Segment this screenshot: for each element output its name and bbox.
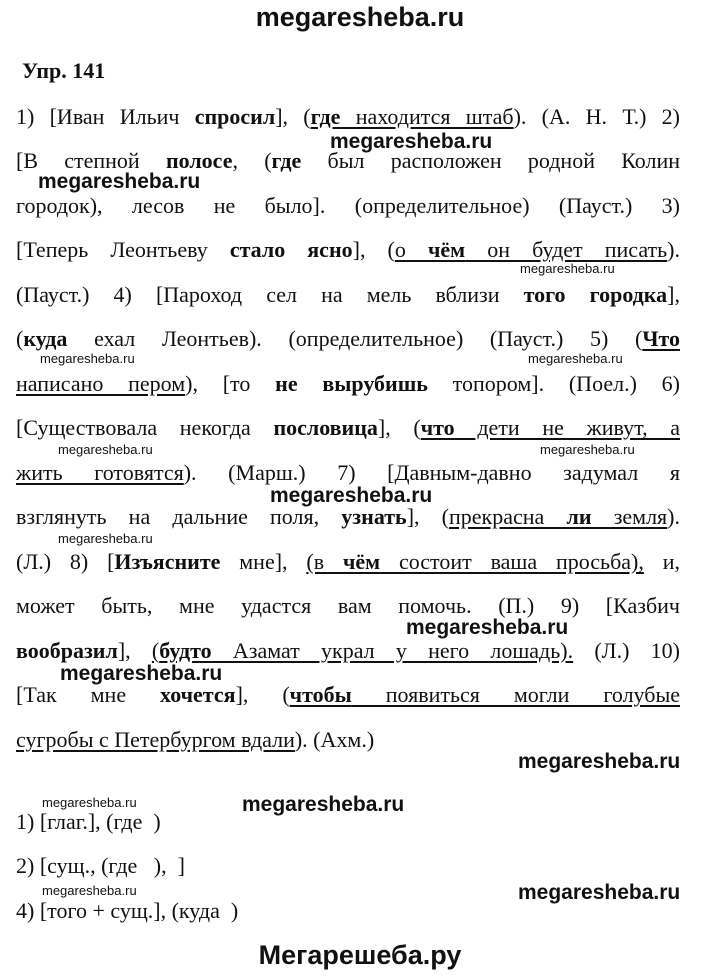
- text-segment: (Л.) 8) [: [16, 549, 115, 574]
- text-segment: 1) [Иван Ильич: [16, 104, 195, 129]
- text-line: [16, 103, 680, 131]
- text-segment: хочется: [160, 682, 236, 707]
- text-segment: (Л.) 10): [573, 638, 680, 663]
- text-segment: он будет писать: [465, 237, 668, 262]
- watermark: megaresheba.ru: [42, 883, 137, 898]
- text-segment: прекрасна: [449, 504, 567, 529]
- text-segment: был расположен родной Колин: [301, 148, 681, 173]
- watermark: megaresheba.ru: [242, 793, 405, 816]
- text-line: [16, 281, 680, 309]
- text-segment: Что: [642, 326, 680, 351]
- watermark: megaresheba.ru: [60, 662, 223, 685]
- watermark: megaresheba.ru: [58, 531, 153, 546]
- text-segment: ли: [566, 504, 592, 529]
- text-segment: вообразил: [16, 638, 118, 663]
- text-segment: сугробы с Петербургом вдали: [16, 727, 295, 752]
- text-segment: ). (Ахм.): [294, 727, 375, 752]
- text-segment: [Теперь Леонтьеву: [16, 237, 230, 262]
- text-segment: земля: [591, 504, 668, 529]
- text-segment: (Пауст.) 4) [Пароход сел на мель вблизи: [16, 282, 524, 307]
- schema-line-2: 2) [сущ., (где ), ]: [16, 853, 185, 878]
- text-segment: ).: [667, 504, 680, 529]
- text-segment: написано пером: [16, 371, 186, 396]
- text-segment: ],: [117, 638, 152, 663]
- watermark: megaresheba.ru: [40, 351, 135, 366]
- watermark: megaresheba.ru: [518, 750, 681, 773]
- text-segment: полосе: [165, 148, 233, 173]
- text-line: [16, 192, 680, 220]
- watermark: megaresheba.ru: [38, 170, 201, 193]
- text-segment: [В степной: [16, 148, 166, 173]
- footer-site-name: Мегарешеба.ру: [258, 940, 462, 970]
- text-segment: ). (А. Н. Т.) 2): [513, 104, 680, 129]
- text-segment: жить готовятся: [16, 460, 184, 485]
- text-segment: состоит ваша просьба),: [380, 549, 644, 574]
- text-segment: ). (Марш.) 7) [Давным-давно задумал я: [183, 460, 680, 485]
- text-segment: чём: [427, 237, 466, 262]
- text-line: [16, 548, 680, 576]
- text-segment: появиться могли голубые: [351, 682, 680, 707]
- exercise-title: Упр. 141: [22, 58, 106, 83]
- watermark: megaresheba.ru: [528, 351, 623, 366]
- schema-line-4: 4) [того + сущ.], (куда ): [16, 898, 239, 923]
- header-watermark: megaresheba.ru: [255, 2, 465, 32]
- watermark: megaresheba.ru: [540, 442, 635, 457]
- text-segment: ], (: [275, 104, 311, 129]
- watermark: megaresheba.ru: [518, 881, 681, 904]
- text-segment: ], (: [235, 682, 290, 707]
- text-segment: ехал Леонтьев). (определительное) (Пауст.) 5) (: [67, 326, 643, 351]
- text-segment: пословица: [273, 415, 378, 440]
- watermark: megaresheba.ru: [520, 261, 615, 276]
- watermark: megaresheba.ru: [58, 442, 153, 457]
- text-segment: взглянуть на дальние поля,: [16, 504, 342, 529]
- text-segment: о: [394, 237, 428, 262]
- text-segment: (в: [306, 549, 343, 574]
- text-line: [16, 236, 680, 264]
- text-segment: чтобы: [289, 682, 352, 707]
- text-segment: может быть, мне удастся вам помочь. (П.) 9) [Казбич: [16, 593, 680, 618]
- watermark: megaresheba.ru: [330, 130, 493, 153]
- text-segment: ).: [667, 237, 680, 262]
- text-segment: мне],: [220, 549, 307, 574]
- text-segment: (: [151, 638, 160, 663]
- text-segment: ], (: [352, 237, 395, 262]
- text-line: [16, 414, 680, 442]
- text-segment: куда: [23, 326, 68, 351]
- text-segment: [Так мне: [16, 682, 161, 707]
- text-segment: городок), лесов не было]. (определительное) (Пауст.) 3): [16, 193, 680, 218]
- text-segment: ], (: [406, 504, 450, 529]
- text-line: [16, 637, 680, 665]
- text-segment: Изъясните: [114, 549, 221, 574]
- watermark: megaresheba.ru: [406, 616, 569, 639]
- watermark: megaresheba.ru: [270, 484, 433, 507]
- text-segment: где: [310, 104, 341, 129]
- text-line: [16, 459, 680, 487]
- text-segment: дети не живут, а: [454, 415, 680, 440]
- text-segment: чём: [342, 549, 381, 574]
- text-segment: будто: [159, 638, 212, 663]
- text-segment: не вырубишь: [275, 371, 428, 396]
- text-segment: [Существовала некогда: [16, 415, 274, 440]
- text-segment: где: [271, 148, 302, 173]
- text-segment: находится штаб: [340, 104, 514, 129]
- text-segment: ],: [667, 282, 680, 307]
- text-segment: узнать: [341, 504, 407, 529]
- text-segment: топором]. (Поел.) 6): [427, 371, 680, 396]
- text-line: [16, 325, 680, 353]
- text-segment: (: [16, 326, 24, 351]
- text-line: [16, 370, 680, 398]
- text-segment: ], (: [377, 415, 421, 440]
- text-segment: что: [420, 415, 455, 440]
- watermark: megaresheba.ru: [42, 795, 137, 810]
- text-segment: и,: [643, 549, 681, 574]
- text-segment: , (: [232, 148, 272, 173]
- text-segment: Азамат украл у него лошадь).: [211, 638, 574, 663]
- text-segment: спросил: [194, 104, 276, 129]
- text-segment: того городка: [523, 282, 668, 307]
- text-line: [16, 592, 680, 620]
- schema-line-1: 1) [глаг.], (где ): [16, 809, 161, 834]
- text-segment: ), [то: [185, 371, 276, 396]
- text-segment: стало ясно: [229, 237, 353, 262]
